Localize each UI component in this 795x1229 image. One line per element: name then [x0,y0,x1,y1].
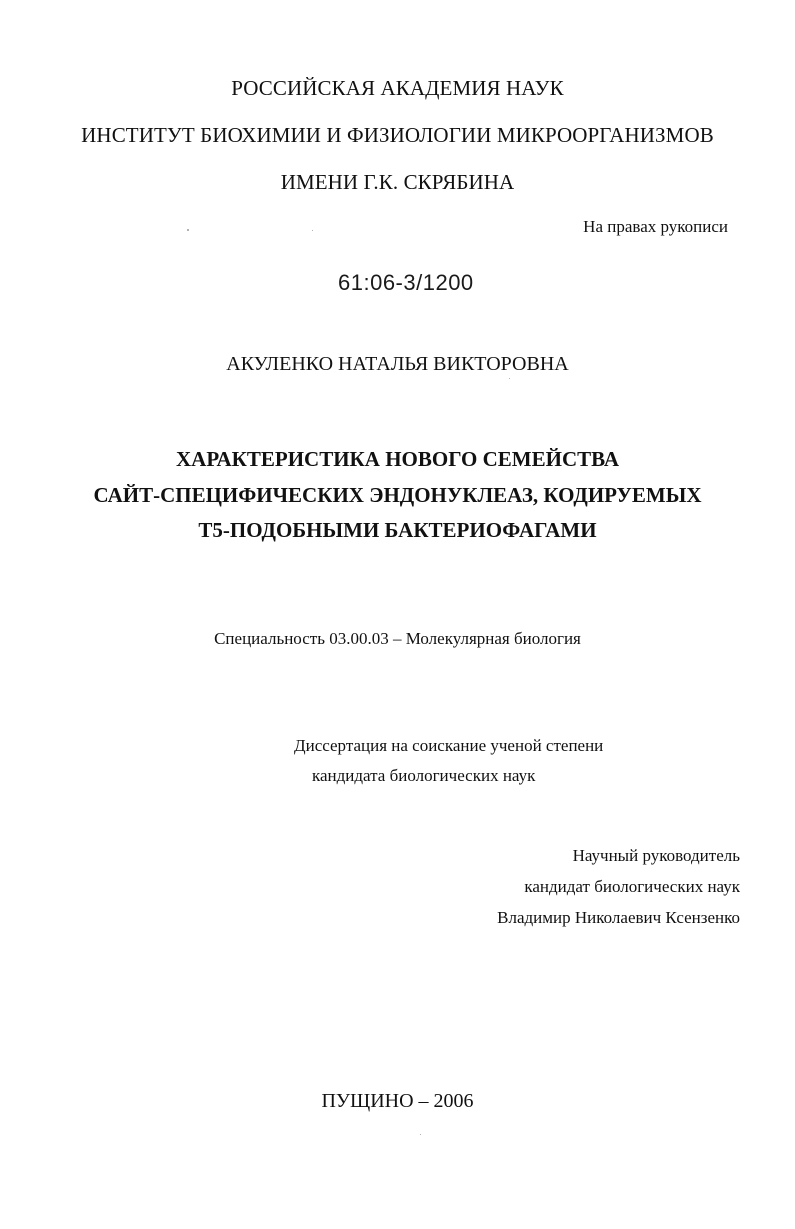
thesis-title-line-3: Т5-ПОДОБНЫМИ БАКТЕРИОФАГАМИ [198,518,597,542]
supervisor-degree: кандидат биологических наук [524,877,740,896]
degree-line-2: кандидата биологических наук [312,766,536,785]
academy-name: РОССИЙСКАЯ АКАДЕМИЯ НАУК [231,76,564,100]
thesis-title-line-2: САЙТ-СПЕЦИФИЧЕСКИХ ЭНДОНУКЛЕАЗ, КОДИРУЕМЫХ [93,483,702,507]
institute-name: ИНСТИТУТ БИОХИМИИ И ФИЗИОЛОГИИ МИКРООРГАНИЗМОВ [81,123,714,147]
manuscript-rights-note: На правах рукописи [583,217,728,236]
supervisor-name: Владимир Николаевич Ксензенко [497,908,740,927]
institute-named-after: ИМЕНИ Г.К. СКРЯБИНА [280,170,515,194]
specialty-line: Специальность 03.00.03 – Молекулярная биология [214,629,581,648]
author-name: АКУЛЕНКО НАТАЛЬЯ ВИКТОРОВНА [226,353,569,375]
scan-speck [420,1134,421,1135]
catalog-stamp: 61:06-3/1200 [338,270,474,295]
degree-line-1: Диссертация на соискание ученой степени [294,736,604,755]
scan-speck [509,378,510,379]
thesis-title-line-1: ХАРАКТЕРИСТИКА НОВОГО СЕМЕЙСТВА [176,447,619,471]
scan-speck [187,229,189,231]
city-year-footer: ПУЩИНО – 2006 [321,1090,474,1112]
supervisor-block [497,846,740,928]
supervisor-role: Научный руководитель [572,846,740,865]
scan-speck [312,230,313,231]
